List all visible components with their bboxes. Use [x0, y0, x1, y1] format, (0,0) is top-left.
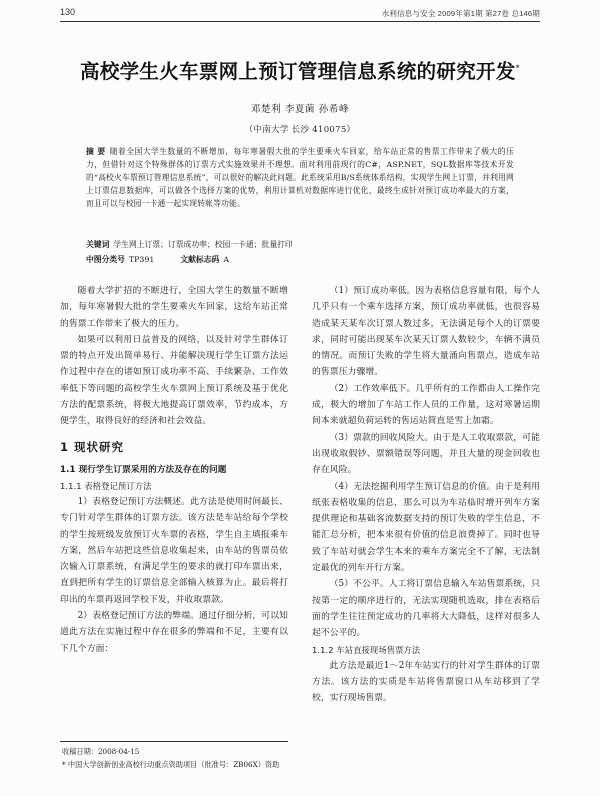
section-heading-1-1-1: 1.1.1 表格登记预订方法 [60, 480, 152, 491]
received-date: 收稿日期：2008-04-15 [62, 747, 140, 756]
fund-note: * 中国大学创新创业高校行动重点资助项目（批准号：ZB06X）资助 [62, 760, 280, 769]
section-heading-1-1-2: 1.1.2 车站直接现场售票方法 [312, 644, 421, 655]
list-item: （5）不公平。人工将订票信息输入车站售票系统，只按第一定的顺序进行的，无法实现随机选取，排在表格后面的学生往往预定成功的几率将大大降低，这样对很多人起不公平的。 [312, 579, 540, 639]
abstract-text: 随着全国大学生数量的不断增加，每年寒暑假大批的学生要乘火车回家，给车站正常的售票工作带来了极大的压力，但借针对这个特殊群体的订票方式实施效果并不理想。面对利用前现行的C#，ASP.NET，SQL数据库等技术开发的“高校火车票预订管理信息系统”，可以很好的解决此问题。此系统采用B/S系统体系结构，实现学生网上订票，并利用网上订票信息数据库，可以做各个选择方案的优势，利用计算机对数据库进行优化，最终生成针对预订成功率最大的方案，而且可以与校园一卡通一起实现转帐等功能。 [86, 147, 514, 209]
body-paragraph: 2）表格登记预订方法的弊端。通过仔细分析，可以知道此方法在实施过程中存在很多的弊端和不足，主要有以下几个方面： [60, 611, 288, 654]
authors: 邓楚利 李夏菌 孙希峰 [250, 104, 350, 115]
body-paragraph: 此方法是最近1～2年车站实行的针对学生群体的订票方法。该方法的实质是车站将售票窗口从车站移到了学校，实行现场售票。 [312, 660, 540, 704]
list-item: （2）工作效率低下。几乎所有的工作都由人工操作完成，极大的增加了车站工作人员的工作量，这对寒暑运期间本来就超负荷运转的售运站简直是雪上加霜。 [312, 383, 540, 427]
paper-title-text: 高校学生火车票网上预订管理信息系统的研究开发 [80, 60, 516, 83]
section-heading-1: 1 现状研究 [60, 439, 125, 454]
paper-title [40, 56, 560, 84]
list-item: （1）预订成功率低。因为表格信息容量有限，每个人几乎只有一个乘车选择方案，预订成功率就低，也很容易造成某天某车次订票人数过多，无法满足每个人的订票要求，同时可能出现某车次某天订票人数较少，车辆不满员的情况。而预订失败的学生将大量涌向售票点，造成车站的售票压力骤增。 [312, 286, 540, 378]
abstract [86, 145, 514, 210]
title-footnote-mark: * [515, 63, 520, 73]
running-header [60, 6, 540, 22]
intro-paragraph-1: 随着大学扩招的不断进行，全国大学生的数量不断增加，每年寒暑假大批的学生要乘火车回家，这给车站正常的售票工作带来了极大的压力。 [60, 286, 288, 329]
doc-code-value: A [223, 255, 229, 264]
doc-code-label: 文献标志码 [180, 255, 220, 264]
list-item: （3）票款的回收风险大。由于是人工收取票款，可能出现收取假钞、票额错误等问题，并且大量的现金回收也存在风险。 [312, 432, 540, 476]
classification-line [86, 253, 514, 266]
footnotes [60, 741, 288, 771]
list-item: （4）无法挖掘利用学生预订信息的价值。由于是利用纸张表格收集的信息，那么可以为车站临时增开列车方案提供理论和基础客流数据支持的预订失败的学生信息，不能汇总分析，把本来很有价值的信息浪费掉了。同时也导致了车站对就会学生本来的乘车方案完全不了解，无法制定最优的列车开行方案。 [312, 481, 540, 574]
body-paragraph: 1）表格登记预订方法概述。此方法是使用时间最长、专门针对学生群体的订票方法。该方法是车站给每个学校的学生按班级发放预订火车票的表格，学生自主填报乘车方案，然后车站把这些信息收集起来，由车站的售票员依次输入订票系统，有满足学生的要求的就打印车票出来，直到把所有学生的订票信息全部输入核算为止。最后将打印出的车票再返回学校下发，并收取票款。 [60, 496, 288, 605]
section-heading-1-1: 1.1 现行学生订票采用的方法及存在的问题 [60, 464, 227, 475]
page-number: 130 [60, 7, 76, 17]
abstract-label: 摘 要 [86, 147, 106, 156]
keywords-text: 学生网上订票；订票成功率；校园一卡通；批量打印 [113, 240, 293, 249]
intro-paragraph-2: 如果可以利用日益普及的网络，以及针对学生群体订票的特点开发出简单易行、并能解决现行学生订票方法运作过程中存在的诸如预订成功率不高、手续繁杂、工作效率低下等问题的高校学生火车票网上预订系统及基于优化方法的配票系统，将极大地提高订票效率，节约成本，方便学生，取得良好的经济和社会效益。 [60, 334, 288, 427]
affiliation: （中南大学 长沙 410075） [244, 125, 356, 135]
keywords [86, 238, 514, 251]
class-number-value: TP391 [128, 255, 155, 264]
keywords-label: 关键词 [86, 240, 110, 249]
right-column [312, 283, 540, 706]
class-number-label: 中图分类号 [86, 255, 125, 264]
journal-info: 水利信息与安全 2009年第1期 第27卷 总146期 [381, 9, 540, 18]
left-column [60, 283, 288, 657]
